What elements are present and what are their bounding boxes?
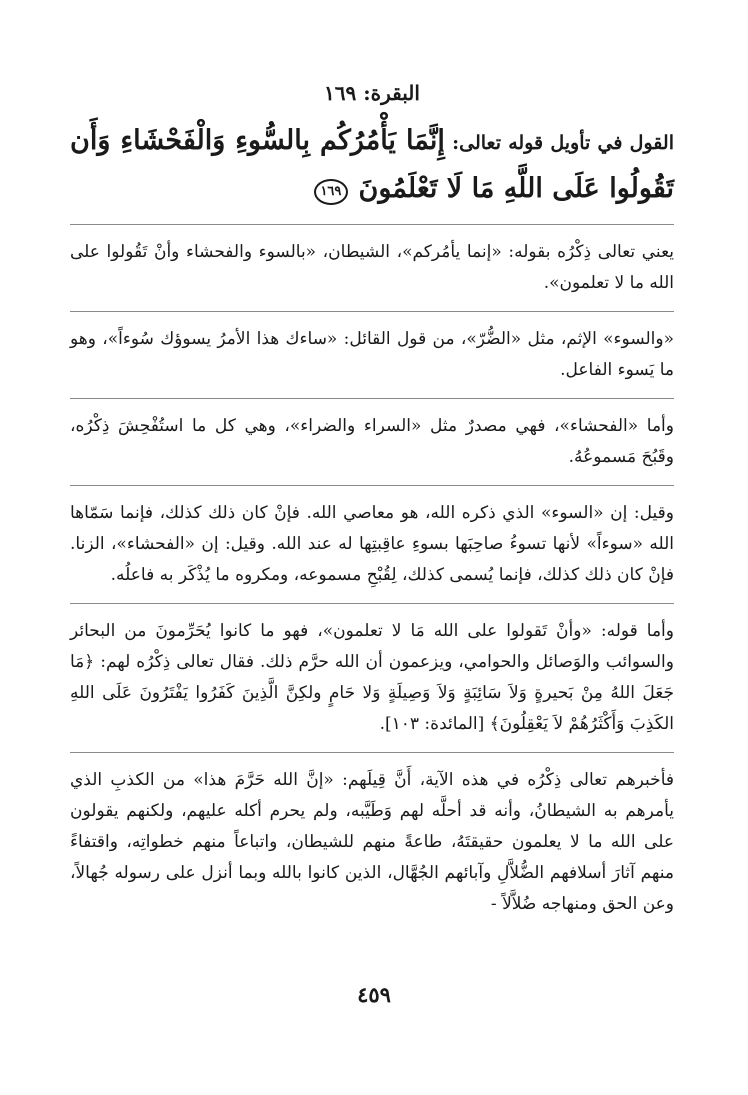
paragraph-6: [70, 752, 674, 932]
paragraph-text: فأخبرهم تعالى ذِكْرُه في هذه الآية، أَنَّ قِيلَهم: «إنَّ الله حَرَّمَ هذا» من الكذبِ الذي يأمرهم به الشيطانُ، وأنه قد أحلَّه لهم وَطَيَّبه، ولم يحرم أكله عليهم، ولكنهم يقولون على الله ما لا يعلمون حقيقتَهُ، طاعةً منهم للشيطان، واتباعاً منهم خطواتِه، واقتفاءً منهم آثارَ أسلافهم الضُّلاَّلِ وآبائهم الجُهَّال، الذين كانوا بالله وبما أنزل على رسوله جُهالاً، وعن الحق ومنهاجه ضُلاَّلاً -: [70, 770, 674, 914]
paragraph-4: [70, 485, 674, 603]
paragraph-2: [70, 311, 674, 398]
section-heading: [70, 118, 674, 214]
paragraph-text: يعني تعالى ذِكْرُه بقوله: «إنما يأمُركم»، الشيطان، «بالسوء والفحشاء وأنْ تَقُولوا على الله ما لا تعلمون».: [70, 242, 674, 293]
running-header: البقرة: ١٦٩: [324, 81, 420, 105]
paragraph-text: وقيل: إن «السوء» الذي ذكره الله، هو معاصي الله. فإنْ كان ذلك كذلك، فإنما سَمّاها الله «سوءاً» لأنها تسوءُ صاحِبَها بسوءِ عاقِبتِها له عند الله. وقيل: إن «الفحشاء»، الزنا. فإنْ كان ذلك كذلك، فإنما يُسمى كذلك، لِقُبْحِ مسموعه، ومكروه ما يُذْكَر به فاعلُه.: [70, 503, 674, 585]
page-body: [70, 78, 674, 932]
quran-verse: إِنَّمَا يَأْمُرُكُم بِالسُّوءِ وَالْفَحْشَاءِ وَأَن تَقُولُوا عَلَى اللَّهِ مَا لَا تَعْلَمُونَ: [70, 125, 674, 204]
paragraph-text: «والسوء» الإثم، مثل «الضُّرّ»، من قول القائل: «ساءك هذا الأمرُ يسوؤك سُوءاً»، وهو ما يَسوء الفاعل.: [70, 329, 674, 380]
paragraph-5: [70, 603, 674, 752]
paragraph-text: وأما قوله: «وأنْ تَقولوا على الله مَا لا تعلمون»، فهو ما كانوا يُحَرِّمونَ من البحائر والسوائب والوَصائل والحوامي، ويزعمون أن الله حرَّم ذلك. فقال تعالى ذِكْرُه لهم: ﴿مَا جَعَلَ اللهُ مِنْ بَحيرةٍ وَلاَ سَائِبَةٍ وَلاَ وَصِيلَةٍ وَلا حَامٍ ولكِنَّ الَّذِينَ كَفَرُوا يَفْتَرُونَ عَلَى اللهِ الكَذِبَ وَأَكْثَرُهُمْ لاَ يَعْقِلُونَ﴾ [المائدة: ١٠٣].: [70, 621, 674, 734]
page-number: ٤٥٩: [357, 982, 391, 1007]
heading-prefix: القول في تأويل قوله تعالى:: [452, 132, 674, 154]
ayah-number-marker: ١٦٩: [314, 179, 348, 205]
paragraph-text: وأما «الفحشاء»، فهي مصدرٌ مثل «السراء والضراء»، وهي كل ما استُفْحِشَ ذِكْرُه، وقَبُحَ مَسموعُهُ.: [70, 416, 674, 467]
paragraph-1: [70, 224, 674, 311]
paragraph-3: [70, 398, 674, 485]
